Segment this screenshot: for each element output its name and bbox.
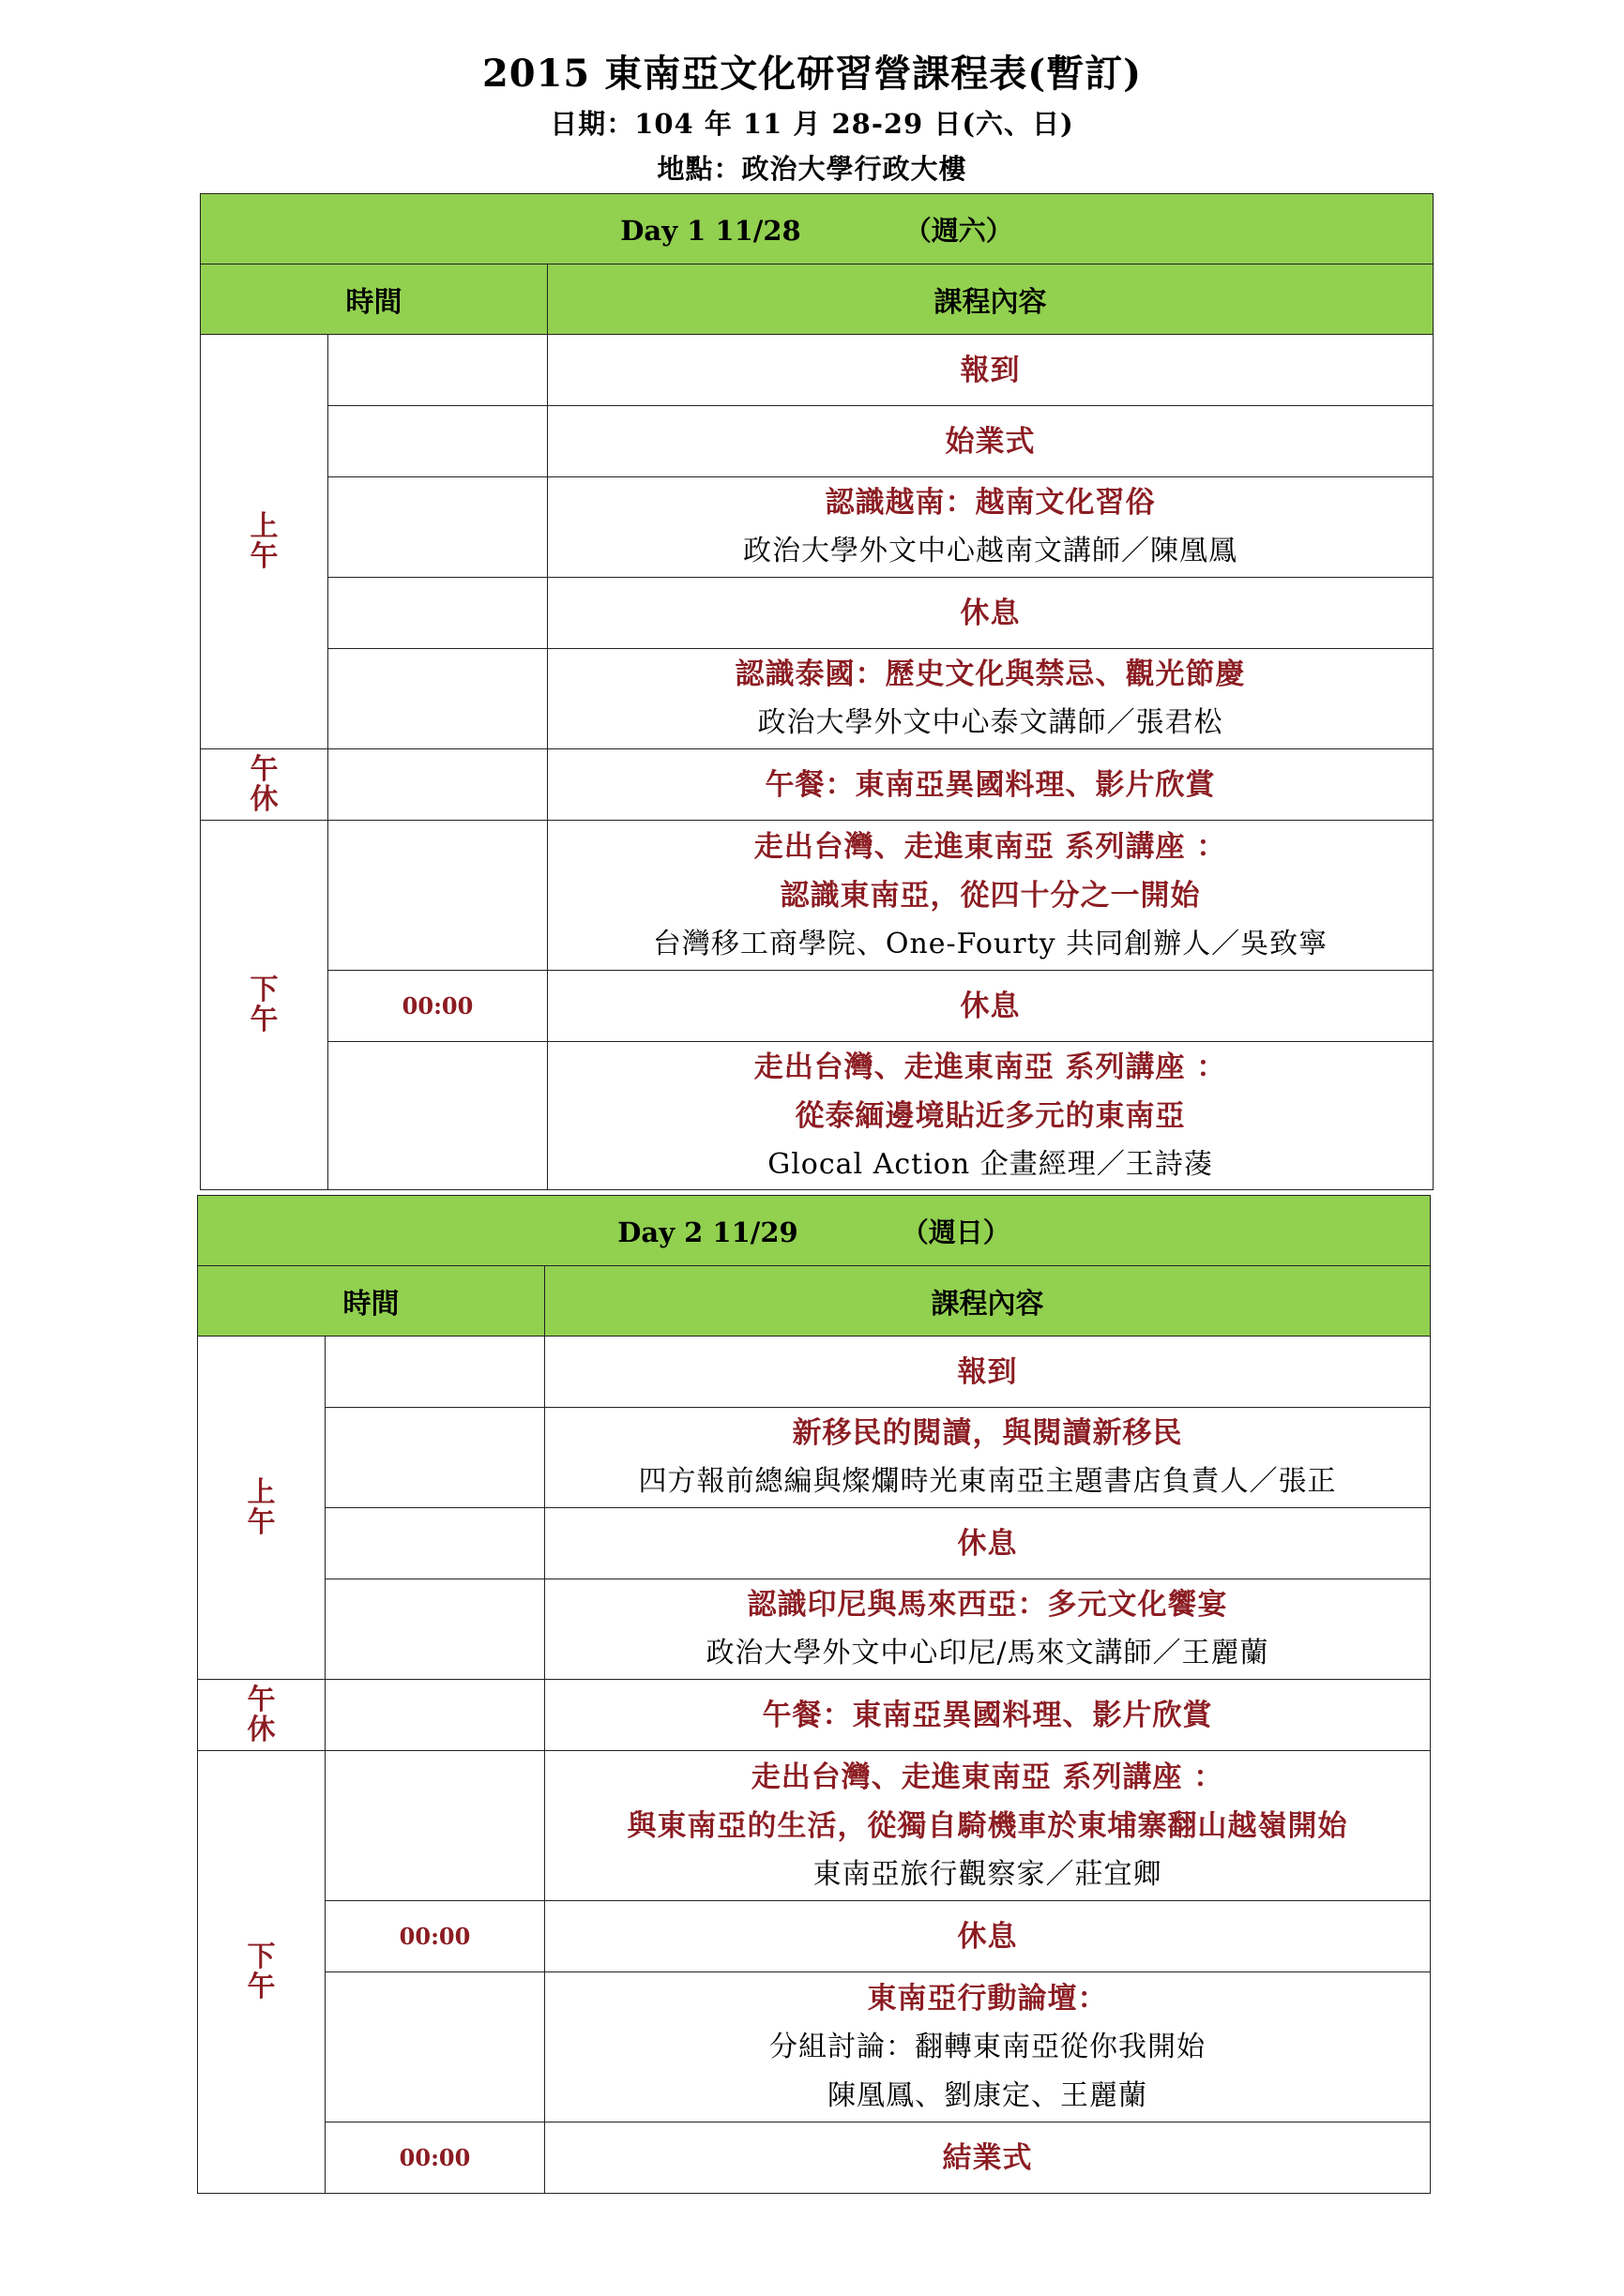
time-cell: [328, 1042, 548, 1190]
session-speaker: 政治大學外文中心泰文講師／張君松: [757, 706, 1223, 739]
event-date: 日期：104 年 11 月 28-29 日(六、日): [550, 108, 1074, 140]
day1-col-time: 時間: [201, 264, 548, 335]
day1-header: [201, 194, 1434, 264]
session-speaker: 台灣移工商學院、One-Fourty 共同創辦人／吳致寧: [652, 927, 1328, 960]
session-cell: [545, 1579, 1431, 1680]
session-speaker: Glocal Action 企畫經理／王詩蓤: [767, 1147, 1213, 1181]
day2-schedule-table: [197, 1195, 1431, 2194]
table-row: [198, 1508, 1431, 1579]
time-cell: [326, 1579, 545, 1680]
day1-column-header-row: [201, 264, 1434, 335]
table-row: [201, 578, 1434, 649]
day2-weekday: （週日）: [901, 1216, 1010, 1248]
time-cell: [328, 649, 548, 749]
event-location: 地點：政治大學行政大樓: [657, 153, 967, 185]
session-cell: [548, 477, 1434, 578]
session-title: 午餐：東南亞異國料理、影片欣賞: [545, 1680, 1431, 1751]
day1-header-row: [201, 194, 1434, 264]
time-cell: [326, 1508, 545, 1579]
session-speaker: 東南亞旅行觀察家／莊宜卿: [812, 1857, 1162, 1891]
table-row: [198, 1901, 1431, 1972]
table-row: [201, 335, 1434, 406]
time-cell: 00:00: [328, 971, 548, 1042]
session-cell: [545, 1972, 1431, 2122]
time-cell: [326, 1751, 545, 1901]
session-title: 東南亞行動論壇：: [867, 1981, 1108, 2016]
session-speaker: 政治大學外文中心印尼/馬來文講師／王麗蘭: [706, 1637, 1269, 1669]
table-row: [201, 971, 1434, 1042]
day1-afternoon-label: 下午: [201, 821, 328, 1190]
session-speaker: 陳凰鳳、劉康定、王麗蘭: [827, 2078, 1147, 2112]
day1-morning-label: 上午: [201, 335, 328, 749]
session-title: 新移民的閱讀，與閱讀新移民: [792, 1416, 1183, 1450]
session-cell: [548, 821, 1434, 971]
session-title: 休息: [548, 971, 1434, 1042]
session-title: 走出台灣、走進東南亞 系列講座 ：: [753, 1050, 1227, 1084]
session-title: 走出台灣、走進東南亞 系列講座 ：: [751, 1760, 1224, 1794]
session-cell: [545, 1408, 1431, 1508]
day1-noon-label: 午休: [201, 749, 328, 821]
table-row: [198, 1972, 1431, 2122]
table-row: [201, 649, 1434, 749]
session-speaker: 四方報前總編與燦爛時光東南亞主題書店負責人／張正: [638, 1465, 1337, 1498]
table-row: [201, 406, 1434, 477]
time-cell: 00:00: [326, 2122, 545, 2194]
time-cell: [326, 1337, 545, 1408]
table-row: [198, 1579, 1431, 1680]
session-speaker: 分組討論：翻轉東南亞從你我開始: [769, 2030, 1206, 2063]
time-cell: [328, 749, 548, 821]
day2-header: [198, 1196, 1431, 1266]
session-title: 休息: [545, 1901, 1431, 1972]
session-title: 午餐：東南亞異國料理、影片欣賞: [548, 749, 1434, 821]
day2-morning-label: 上午: [198, 1337, 326, 1680]
session-title: 報到: [548, 335, 1434, 406]
time-cell: [326, 1972, 545, 2122]
table-row: [201, 749, 1434, 821]
time-cell: [328, 821, 548, 971]
day1-schedule-table: [200, 193, 1434, 1190]
day1-col-content: 課程內容: [548, 264, 1434, 335]
time-cell: [328, 477, 548, 578]
table-row: [201, 477, 1434, 578]
day2-header-row: [198, 1196, 1431, 1266]
session-subtitle: 從泰緬邊境貼近多元的東南亞: [795, 1098, 1186, 1133]
session-title: 認識泰國：歷史文化與禁忌、觀光節慶: [735, 657, 1246, 691]
session-subtitle: 與東南亞的生活，從獨自騎機車於東埔寨翻山越嶺開始: [627, 1808, 1348, 1843]
time-cell: [328, 578, 548, 649]
session-cell: [548, 1042, 1434, 1190]
session-title: 報到: [545, 1337, 1431, 1408]
day1-weekday: （週六）: [903, 214, 1013, 247]
table-row: [198, 1751, 1431, 1901]
table-row: [198, 1680, 1431, 1751]
table-row: [198, 1408, 1431, 1508]
session-title: 認識越南：越南文化習俗: [825, 486, 1156, 520]
session-title: 結業式: [545, 2122, 1431, 2194]
table-row: [201, 821, 1434, 971]
time-cell: [326, 1408, 545, 1508]
session-title: 走出台灣、走進東南亞 系列講座 ：: [753, 829, 1227, 864]
session-title: 認識印尼與馬來西亞：多元文化饗宴: [747, 1588, 1228, 1622]
table-row: [201, 1042, 1434, 1190]
session-title: 始業式: [548, 406, 1434, 477]
session-title: 休息: [548, 578, 1434, 649]
day2-label: Day 2 11/29: [617, 1216, 798, 1248]
document-title: 2015 東南亞文化研習營課程表(暫訂): [481, 52, 1143, 96]
day2-col-content: 課程內容: [545, 1266, 1431, 1337]
day1-label: Day 1 11/28: [620, 214, 801, 247]
day2-afternoon-label: 下午: [198, 1751, 326, 2194]
table-row: [198, 1337, 1431, 1408]
session-cell: [548, 649, 1434, 749]
session-title: 休息: [545, 1508, 1431, 1579]
table-row: [198, 2122, 1431, 2194]
day2-column-header-row: [198, 1266, 1431, 1337]
time-cell: [328, 335, 548, 406]
time-cell: [326, 1680, 545, 1751]
day2-noon-label: 午休: [198, 1680, 326, 1751]
session-subtitle: 認識東南亞，從四十分之一開始: [780, 878, 1201, 913]
session-cell: [545, 1751, 1431, 1901]
day2-col-time: 時間: [198, 1266, 545, 1337]
time-cell: 00:00: [326, 1901, 545, 1972]
document-header: [0, 47, 1624, 191]
time-cell: [328, 406, 548, 477]
session-speaker: 政治大學外文中心越南文講師／陳凰鳳: [743, 535, 1237, 567]
